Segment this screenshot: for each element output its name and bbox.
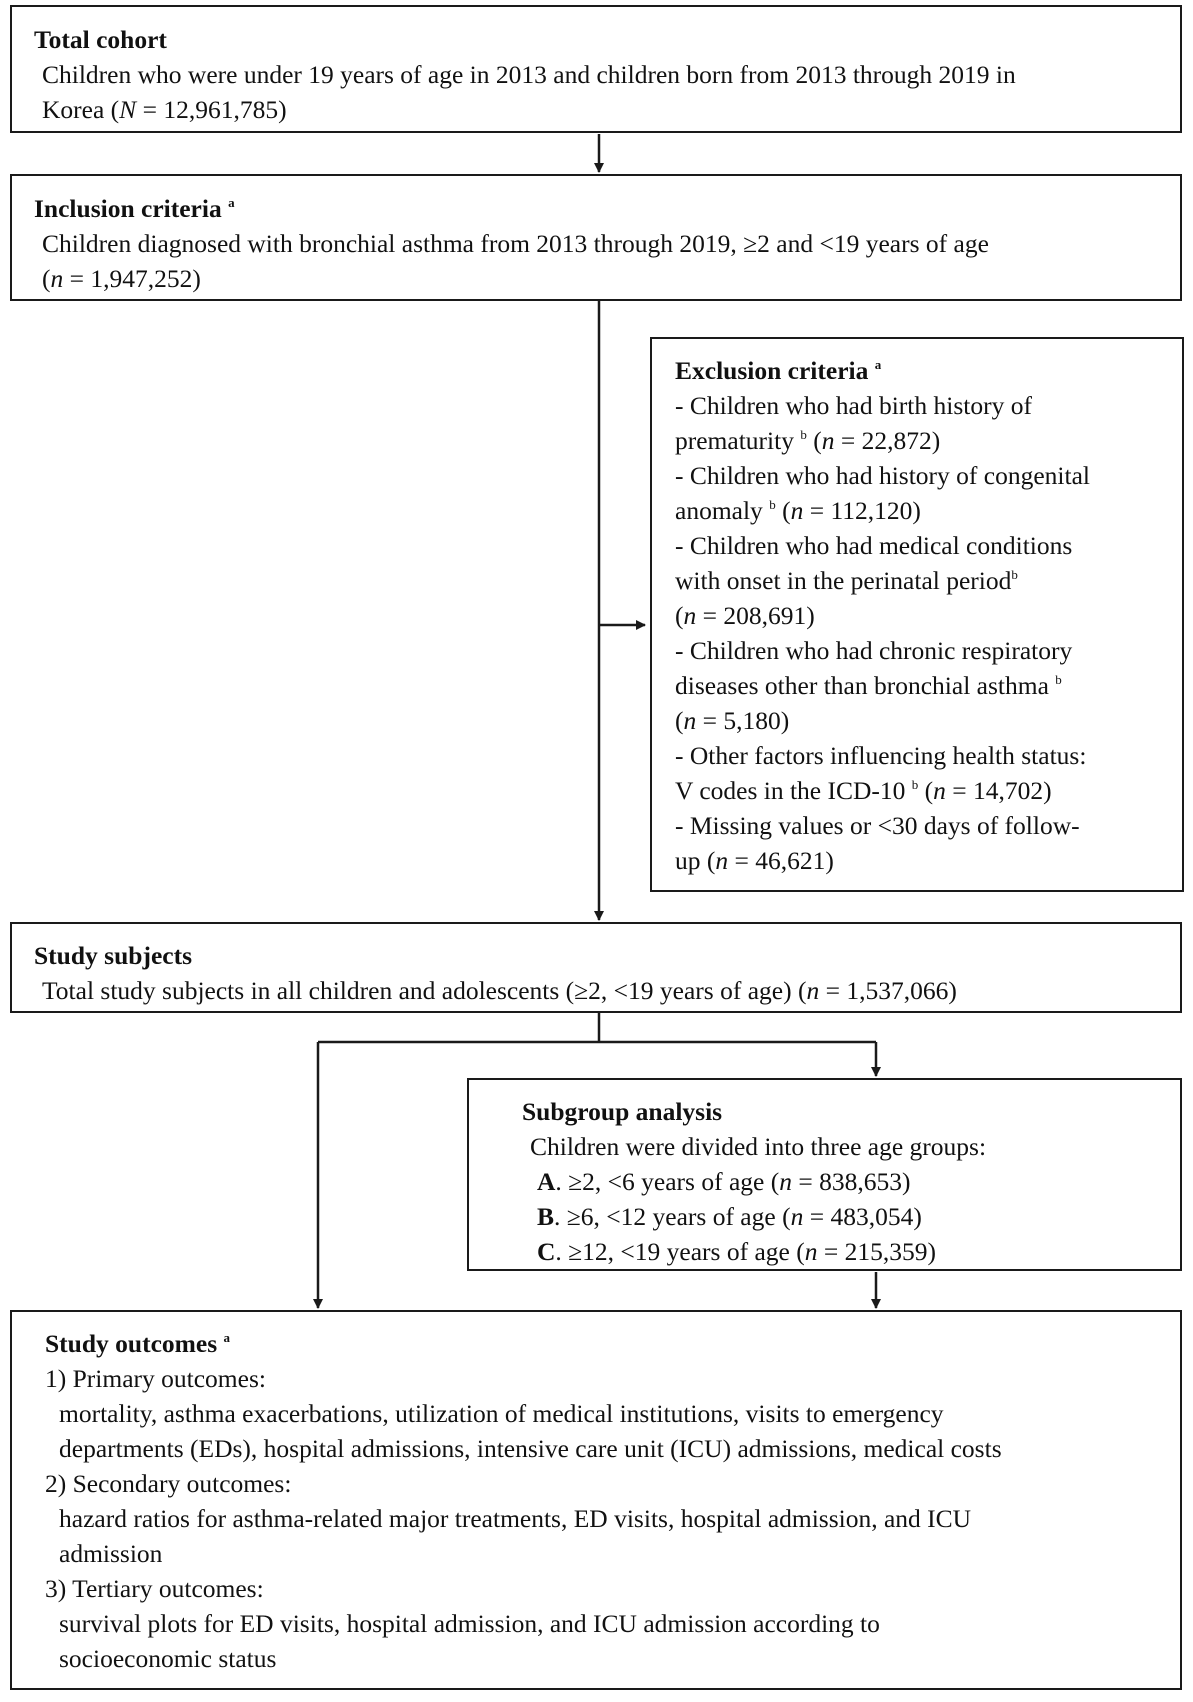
inclusion-criteria-text: Children diagnosed with bronchial asthma from 2013 through 2019, ≥2 and <19 years of age (n = 1,947,252) [42, 229, 989, 293]
subgroup-analysis-box [467, 1078, 1182, 1271]
exclusion-item: - Other factors influencing health status: V codes in the ICD-10 $^b$ (n = 14,702) [675, 741, 1087, 805]
exclusion-criteria-title: Exclusion criteria $^a$ [675, 356, 882, 385]
exclusion-criteria-box [650, 337, 1184, 892]
subgroup-item: C. ≥12, <19 years of age (n = 215,359) [537, 1237, 936, 1266]
exclusion-item: - Missing values or <30 days of follow- up (n = 46,621) [675, 811, 1080, 875]
inclusion-criteria-box [10, 174, 1182, 301]
exclusion-item: - Children who had chronic respiratory diseases other than bronchial asthma $^b$ (n = 5,180) [675, 636, 1073, 735]
study-subjects-text: Total study subjects in all children and adolescents (≥2, <19 years of age) (n = 1,537,066) [42, 976, 957, 1005]
tertiary-outcomes-text: survival plots for ED visits, hospital admission, and ICU admission according to socioeconomic status [59, 1609, 880, 1673]
exclusion-item: - Children who had history of congenital anomaly $^b$ (n = 112,120) [675, 461, 1090, 525]
exclusion-item: - Children who had medical conditions with onset in the perinatal period$^b$ (n = 208,691) [675, 531, 1073, 630]
subgroup-item: B. ≥6, <12 years of age (n = 483,054) [537, 1202, 922, 1231]
total-cohort-title: Total cohort [34, 25, 167, 54]
study-outcomes-box [10, 1310, 1182, 1690]
subgroup-item: A. ≥2, <6 years of age (n = 838,653) [537, 1167, 911, 1196]
secondary-outcomes-text: hazard ratios for asthma-related major treatments, ED visits, hospital admission, and ICU admission [59, 1504, 972, 1568]
primary-outcomes-label: 1) Primary outcomes: [45, 1364, 266, 1393]
study-subjects-title: Study subjects [34, 941, 192, 970]
subgroup-intro: Children were divided into three age groups: [530, 1132, 987, 1161]
exclusion-list [675, 388, 1174, 878]
tertiary-outcomes-label: 3) Tertiary outcomes: [45, 1574, 264, 1603]
study-subjects-box [10, 922, 1182, 1013]
total-cohort-box [10, 5, 1182, 133]
secondary-outcomes-label: 2) Secondary outcomes: [45, 1469, 292, 1498]
exclusion-item: - Children who had birth history of prematurity $^b$ (n = 22,872) [675, 391, 1032, 455]
total-cohort-text: Children who were under 19 years of age in 2013 and children born from 2013 through 2019 in Korea (N = 12,961,785) [42, 60, 1016, 124]
study-outcomes-title: Study outcomes $^a$ [45, 1329, 231, 1358]
primary-outcomes-text: mortality, asthma exacerbations, utilization of medical institutions, visits to emergency departments (EDs), hospital admissions, intensive care unit (ICU) admissions, medical costs [59, 1399, 1002, 1463]
inclusion-criteria-title: Inclusion criteria $^a$ [34, 194, 235, 223]
subgroup-analysis-title: Subgroup analysis [522, 1097, 723, 1126]
